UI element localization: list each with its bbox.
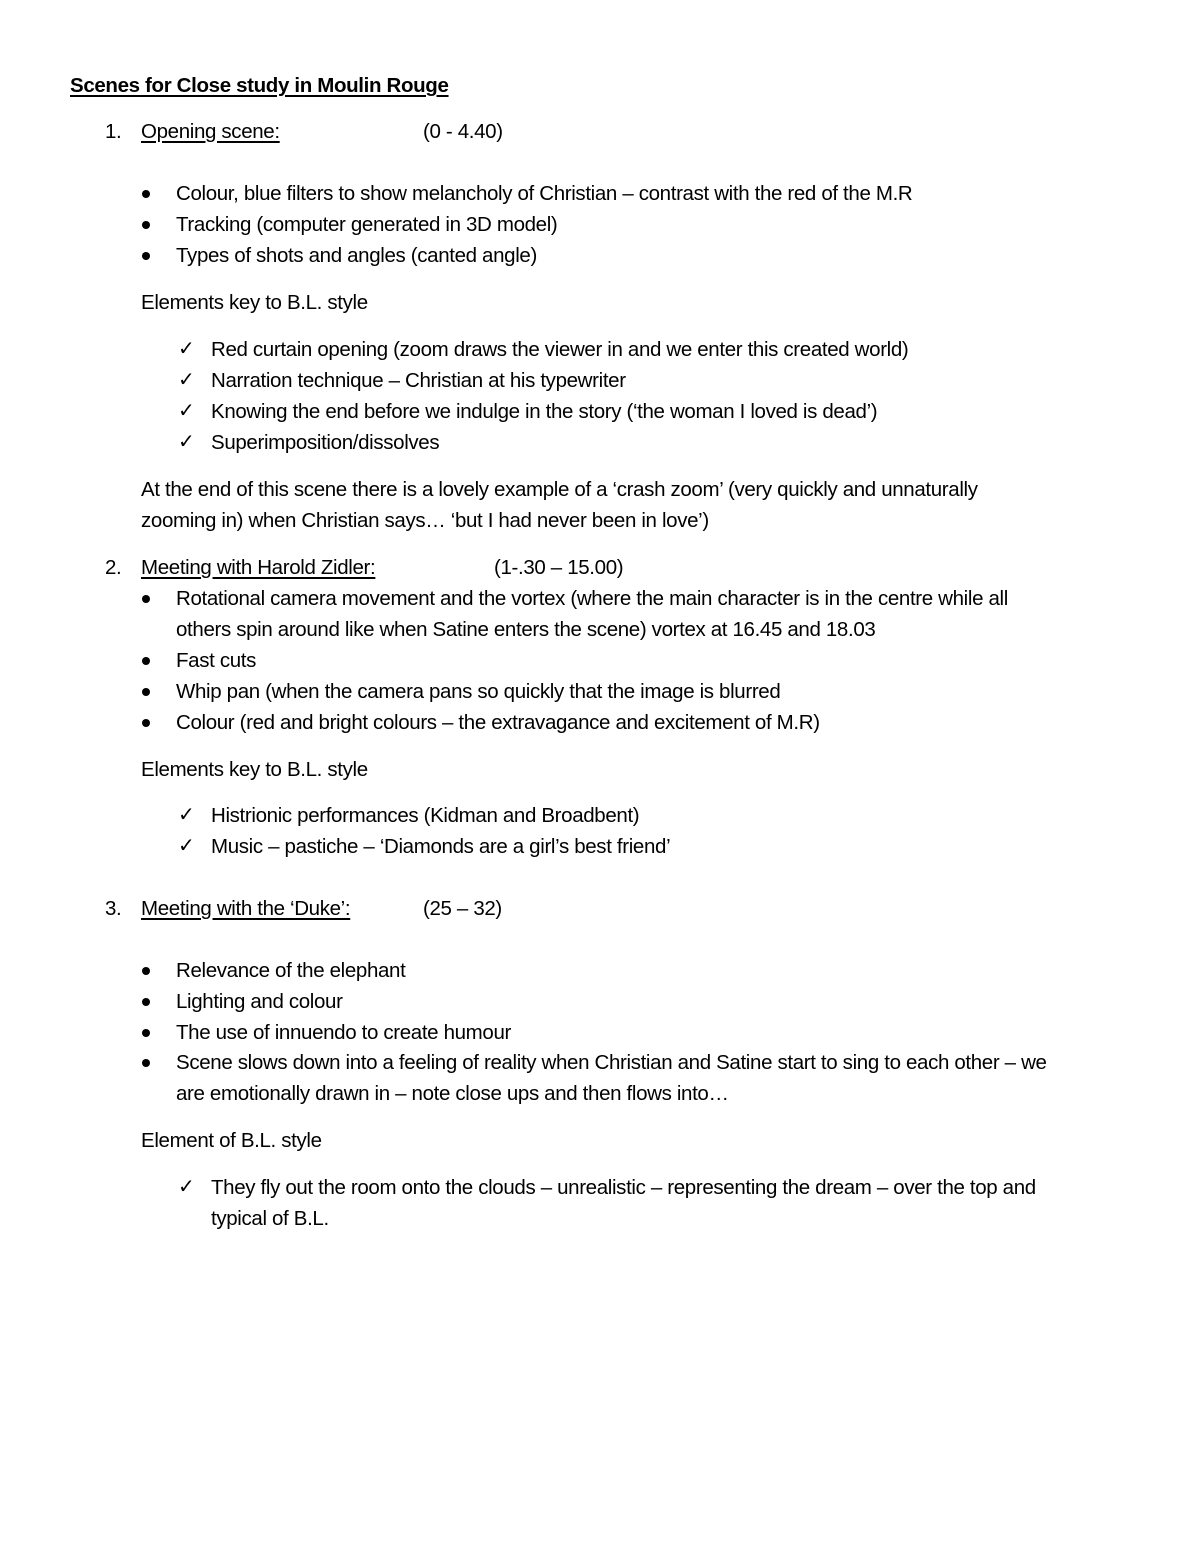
section-2-number: 2. xyxy=(105,556,122,579)
section-1-bullet: Colour, blue filters to show melancholy of Christian – contrast with the red of the M.R xyxy=(176,182,913,205)
section-1-check-item: Knowing the end before we indulge in the story (‘the woman I loved is dead’) xyxy=(211,400,878,423)
section-2-heading: Meeting with Harold Zidler: xyxy=(141,556,376,579)
section-2-timing: (1-.30 – 15.00) xyxy=(494,556,624,579)
section-2-elements-heading: Elements key to B.L. style xyxy=(141,758,368,781)
section-3-bullet: Scene slows down into a feeling of reality when Christian and Satine start to sing to each other – we xyxy=(176,1051,1047,1074)
bullet-icon xyxy=(142,657,150,665)
section-2-bullet: Rotational camera movement and the vortex (where the main character is in the centre while all xyxy=(176,587,1008,610)
checkmark-icon: ✓ xyxy=(178,369,195,391)
section-2-bullet: Colour (red and bright colours – the extravagance and excitement of M.R) xyxy=(176,711,820,734)
section-3-bullet-continuation: are emotionally drawn in – note close ups and then flows into… xyxy=(176,1082,729,1105)
section-3-check-item-continuation: typical of B.L. xyxy=(211,1207,329,1230)
section-1-bullet: Types of shots and angles (canted angle) xyxy=(176,244,537,267)
checkmark-icon: ✓ xyxy=(178,835,195,857)
checkmark-icon: ✓ xyxy=(178,338,195,360)
section-1-note-line: zooming in) when Christian says… ‘but I had never been in love’) xyxy=(141,509,709,532)
section-3-heading: Meeting with the ‘Duke’: xyxy=(141,897,351,920)
bullet-icon xyxy=(142,190,150,198)
document-title: Scenes for Close study in Moulin Rouge xyxy=(70,74,449,97)
section-3-elements-heading: Element of B.L. style xyxy=(141,1129,322,1152)
section-1-timing: (0 - 4.40) xyxy=(423,120,503,143)
bullet-icon xyxy=(142,221,150,229)
section-1-elements-heading: Elements key to B.L. style xyxy=(141,291,368,314)
section-3-bullet: The use of innuendo to create humour xyxy=(176,1021,511,1044)
section-2-bullet: Whip pan (when the camera pans so quickly that the image is blurred xyxy=(176,680,781,703)
checkmark-icon: ✓ xyxy=(178,431,195,453)
section-1-check-item: Narration technique – Christian at his typewriter xyxy=(211,369,626,392)
checkmark-icon: ✓ xyxy=(178,400,195,422)
section-2-bullet-continuation: others spin around like when Satine enters the scene) vortex at 16.45 and 18.03 xyxy=(176,618,876,641)
bullet-icon xyxy=(142,595,150,603)
section-3-number: 3. xyxy=(105,897,122,920)
bullet-icon xyxy=(142,719,150,727)
bullet-icon xyxy=(142,1029,150,1037)
section-3-bullet: Relevance of the elephant xyxy=(176,959,406,982)
section-1-number: 1. xyxy=(105,120,122,143)
section-2-bullet: Fast cuts xyxy=(176,649,257,672)
bullet-icon xyxy=(142,998,150,1006)
section-2-check-item: Music – pastiche – ‘Diamonds are a girl’s best friend’ xyxy=(211,835,671,858)
bullet-icon xyxy=(142,1059,150,1067)
section-3-bullet: Lighting and colour xyxy=(176,990,343,1013)
section-1-check-item: Red curtain opening (zoom draws the viewer in and we enter this created world) xyxy=(211,338,909,361)
section-1-note-line: At the end of this scene there is a lovely example of a ‘crash zoom’ (very quickly and unnaturally xyxy=(141,478,978,501)
section-3-timing: (25 – 32) xyxy=(423,897,502,920)
bullet-icon xyxy=(142,688,150,696)
bullet-icon xyxy=(142,252,150,260)
section-1-heading: Opening scene: xyxy=(141,120,280,143)
section-1-check-item: Superimposition/dissolves xyxy=(211,431,440,454)
section-3-check-item: They fly out the room onto the clouds – unrealistic – representing the dream – over the top and xyxy=(211,1176,1036,1199)
checkmark-icon: ✓ xyxy=(178,804,195,826)
section-1-bullet: Tracking (computer generated in 3D model) xyxy=(176,213,558,236)
checkmark-icon: ✓ xyxy=(178,1176,195,1198)
bullet-icon xyxy=(142,967,150,975)
section-2-check-item: Histrionic performances (Kidman and Broadbent) xyxy=(211,804,640,827)
